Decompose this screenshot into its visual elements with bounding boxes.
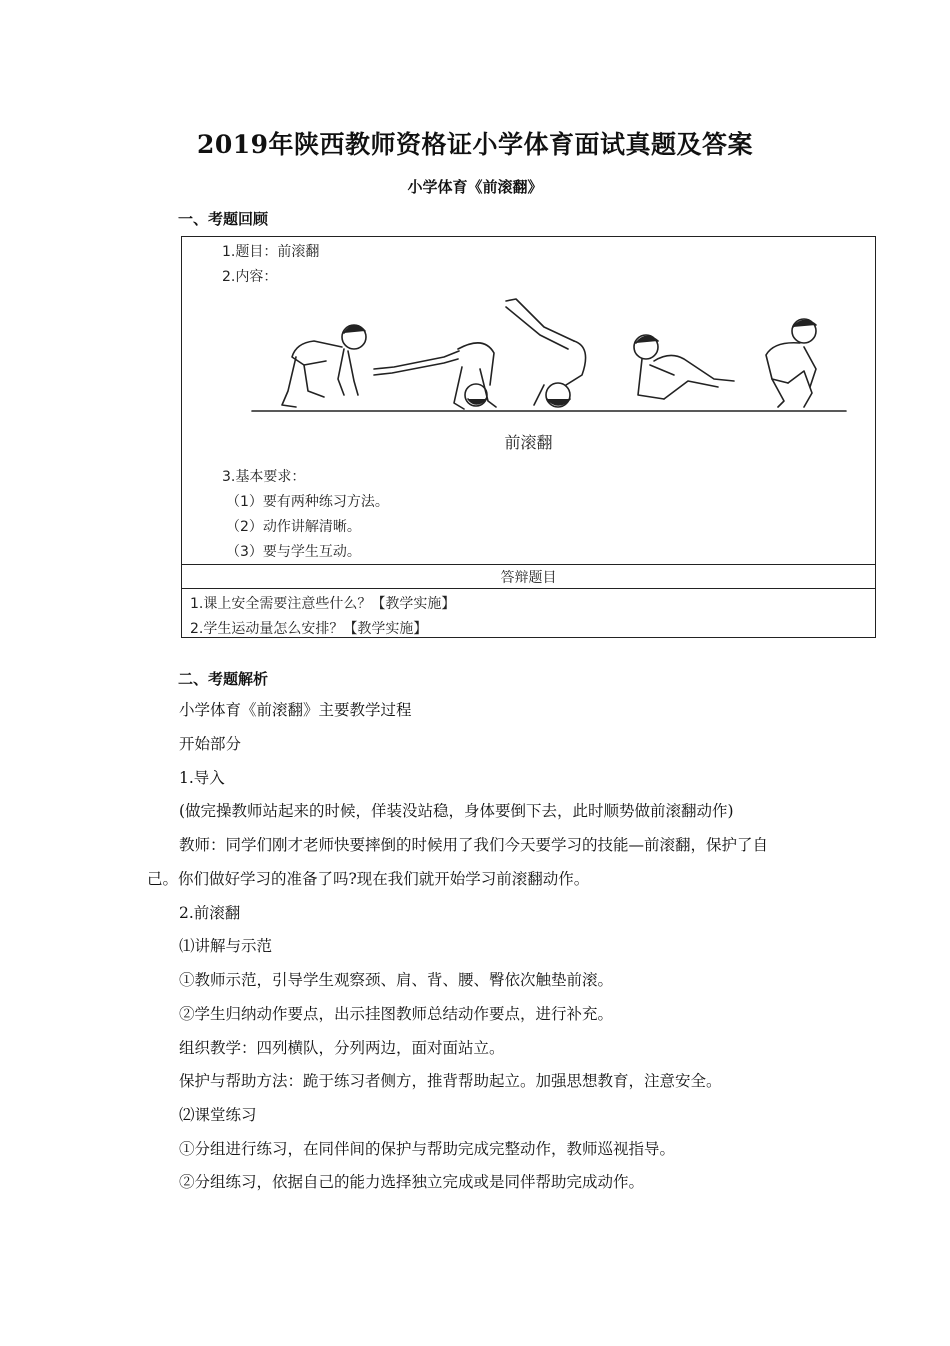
document-title: 2019年陕西教师资格证小学体育面试真题及答案 [196, 130, 754, 159]
body-paragraph: 教师：同学们刚才老师快要摔倒的时候用了我们今天要学习的技能—前滚翻，保护了自 [179, 836, 769, 854]
body-paragraph: ②学生归纳动作要点，出示挂图教师总结动作要点，进行补充。 [179, 1005, 614, 1023]
defense-question: 1.课上安全需要注意些什么？【教学实施】 [190, 596, 456, 612]
requirement-item: （1）要有两种练习方法。 [226, 494, 389, 510]
exam-content-label: 2.内容： [222, 269, 278, 285]
roll-stage-3-figure [506, 299, 586, 407]
defense-question: 2.学生运动量怎么安排？【教学实施】 [190, 621, 428, 637]
figure-caption: 前滚翻 [504, 433, 553, 452]
body-paragraph: 小学体育《前滚翻》主要教学过程 [179, 701, 412, 719]
exam-topic: 1.题目：前滚翻 [222, 244, 320, 260]
body-paragraph: 保护与帮助方法：跪于练习者侧方，推背帮助起立。加强思想教育，注意安全。 [179, 1072, 722, 1090]
roll-stage-4-figure [634, 335, 734, 399]
body-paragraph: 开始部分 [179, 735, 242, 753]
body-paragraph: (做完操教师站起来的时候，佯装没站稳，身体要倒下去，此时顺势做前滚翻动作) [179, 802, 734, 820]
body-paragraph: ⑵课堂练习 [179, 1106, 257, 1124]
roll-stage-5-figure [766, 319, 816, 407]
table-divider [182, 588, 875, 589]
body-paragraph: 己。你们做好学习的准备了吗?现在我们就开始学习前滚翻动作。 [147, 870, 590, 888]
defense-heading: 答辩题目 [500, 570, 557, 586]
requirement-item: （2）动作讲解清晰。 [226, 519, 361, 535]
body-paragraph: ⑴讲解与示范 [179, 937, 273, 955]
body-paragraph: ①分组进行练习，在同伴间的保护与帮助完成完整动作，教师巡视指导。 [179, 1140, 676, 1158]
document-subtitle: 小学体育《前滚翻》 [407, 178, 543, 196]
body-paragraph: 组织教学：四列横队，分列两边，面对面站立。 [179, 1039, 505, 1057]
body-paragraph: 2.前滚翻 [179, 904, 241, 922]
exam-question-box [181, 236, 876, 638]
table-divider [182, 564, 875, 565]
roll-stage-1-figure [282, 325, 366, 407]
section-heading-analysis: 二、考题解析 [178, 670, 269, 688]
requirement-item: （3）要与学生互动。 [226, 544, 361, 560]
body-paragraph: 1.导入 [179, 769, 225, 787]
body-paragraph: ②分组练习，依据自己的能力选择独立完成或是同伴帮助完成动作。 [179, 1173, 645, 1191]
requirements-label: 3.基本要求： [222, 469, 306, 485]
section-heading-review: 一、考题回顾 [178, 210, 269, 228]
body-paragraph: ①教师示范，引导学生观察颈、肩、背、腰、臀依次触垫前滚。 [179, 971, 614, 989]
roll-stage-2-figure [374, 343, 496, 409]
